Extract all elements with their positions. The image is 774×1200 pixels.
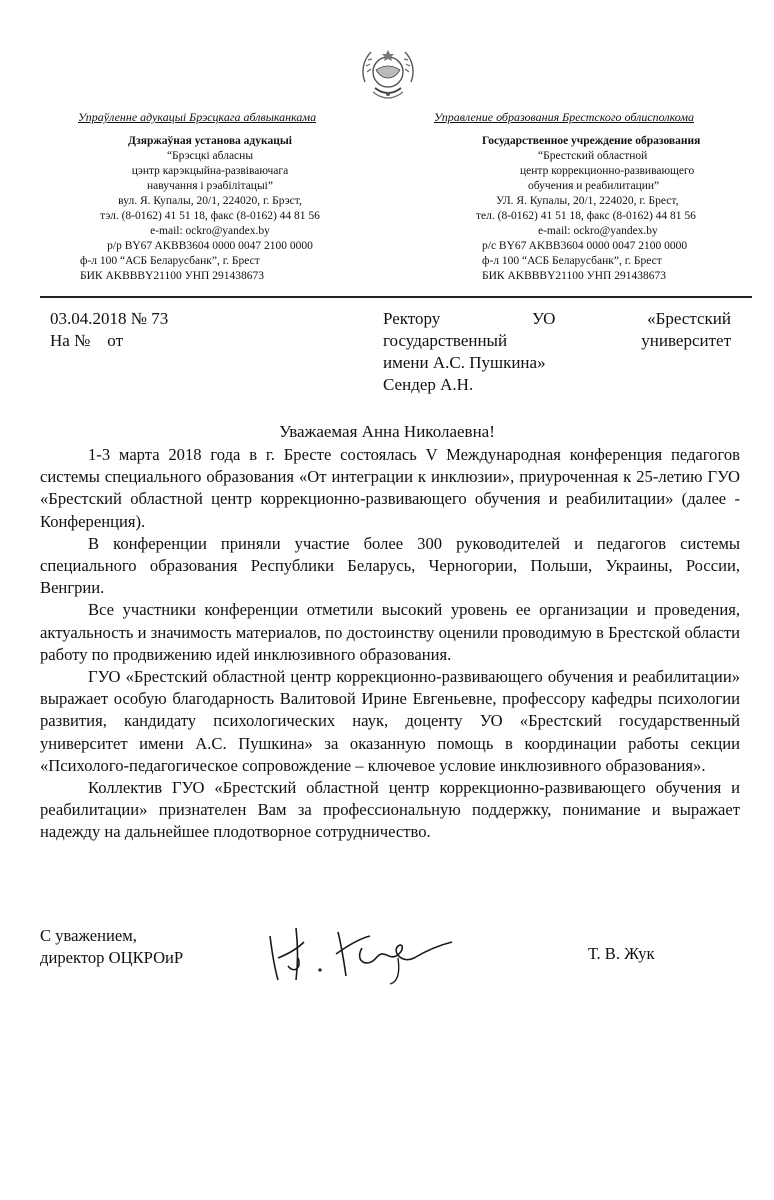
left-header-line: e-mail: ockro@yandex.by	[150, 225, 270, 237]
addressee-line: имени А.С. Пушкина»	[383, 353, 546, 372]
body-paragraph: 1-3 марта 2018 года в г. Бресте состоялась V Международная конференция педагогов системы специального образования «От интеграции к инклюзии», приуроченная к 25-летию ГУО «Брестский областной центр коррекционно-развивающего обучения и реабилитации» (далее - Конференция).	[40, 445, 740, 531]
left-header-line: навучання і рэабілітацыі”	[147, 180, 273, 192]
closing-block	[40, 925, 183, 969]
right-header-block	[476, 134, 752, 284]
right-header-line: обучения и реабилитации”	[528, 180, 660, 192]
header-divider	[40, 296, 752, 298]
left-header-line: БИК AKBBBY21100 УНП 291438673	[80, 270, 264, 282]
addressee-line	[383, 330, 731, 352]
addressee-line: Сендер А.Н.	[383, 375, 474, 394]
letter-greeting: Уважаемая Анна Николаевна!	[279, 422, 495, 441]
left-header-line: цэнтр карэкцыйна-развіваючага	[131, 165, 289, 177]
addressee-word: «Брестский	[647, 309, 731, 328]
right-header-line: тел. (8-0162) 41 51 18, факс (8-0162) 44 81 56	[476, 210, 696, 222]
right-header-line: центр коррекционно-развивающего	[520, 165, 695, 177]
addressee-word: университет	[641, 331, 731, 350]
right-header-line: р/с BY67 AKBB3604 0000 0047 2100 0000	[482, 240, 688, 252]
addressee-word: государственный	[383, 331, 508, 350]
body-paragraph: В конференции приняли участие более 300 руководителей и педагогов системы специального образования Республики Беларусь, Черногории, Польши, Украины, России, Венгрии.	[40, 533, 740, 598]
signatory-title: директор ОЦКРОиР	[40, 948, 184, 967]
state-emblem-icon	[355, 42, 421, 108]
right-header-line: Государственное учреждение образования	[482, 135, 701, 147]
signature-icon	[258, 918, 468, 988]
addressee-line	[383, 308, 731, 330]
closing-line: С уважением,	[40, 926, 137, 945]
addressee-word: Ректору	[383, 309, 441, 328]
right-org-title: Управление образования Брестского облисполкома	[434, 110, 694, 124]
right-header-line: УЛ. Я. Купалы, 20/1, 224020, г. Брест,	[496, 195, 679, 207]
left-header-line: вул. Я. Купалы, 20/1, 224020, г. Брэст,	[118, 195, 302, 207]
body-paragraph: Все участники конференции отметили высокий уровень ее организации и проведения, актуальность и значимость материалов, по достоинству оценили проводимую в Брестской области работу по продвижению идей инклюзивного образования.	[40, 600, 740, 664]
left-header-line: “Брэсцкі абласны	[166, 150, 254, 162]
left-header-block	[80, 134, 340, 284]
left-header-line: ф-л 100 “АСБ Беларусбанк”, г. Брест	[80, 255, 260, 267]
right-header-line: ф-л 100 “АСБ Беларусбанк”, г. Брест	[482, 255, 662, 267]
signer-name: Т. В. Жук	[588, 944, 655, 963]
body-paragraph: Коллектив ГУО «Брестский областной центр коррекционно-развивающего обучения и реабилитации» признателен Вам за профессиональную поддержку, понимание и выражает надежду на дальнейшее плодотворное сотрудничество.	[40, 778, 740, 842]
date-number: 03.04.2018 № 73	[50, 309, 169, 328]
addressee-block	[383, 308, 731, 396]
left-header-line: тэл. (8-0162) 41 51 18, факс (8-0162) 44 81 56	[100, 210, 320, 222]
right-header-line: БИК AKBBBY21100 УНП 291438673	[482, 270, 666, 282]
reference-line: На № от	[50, 331, 123, 350]
left-org-title: Упраўленне адукацыі Брэсцкага аблвыканкама	[78, 110, 317, 124]
left-header-line: р/р BY67 AKBB3604 0000 0047 2100 0000	[107, 240, 313, 252]
body-paragraph: ГУО «Брестский областной центр коррекционно-развивающего обучения и реабилитации» выражает особую благодарность Валитовой Ирине Евгеньевне, профессору кафедры психологии развития, кандидату психологических наук, доценту УО «Брестский государственный университет имени А.С. Пушкина» за оказанную помощь в координации работы секции «Психолого-педагогическое сопровождение – ключевое условие инклюзивного образования».	[40, 667, 740, 775]
letter-body	[40, 444, 740, 844]
right-header-line: “Брестский областной	[538, 150, 648, 162]
addressee-word: УО	[531, 309, 556, 328]
left-header-line: Дзяржаўная установа адукацыі	[127, 135, 293, 147]
right-header-line: e-mail: ockro@yandex.by	[538, 225, 658, 237]
